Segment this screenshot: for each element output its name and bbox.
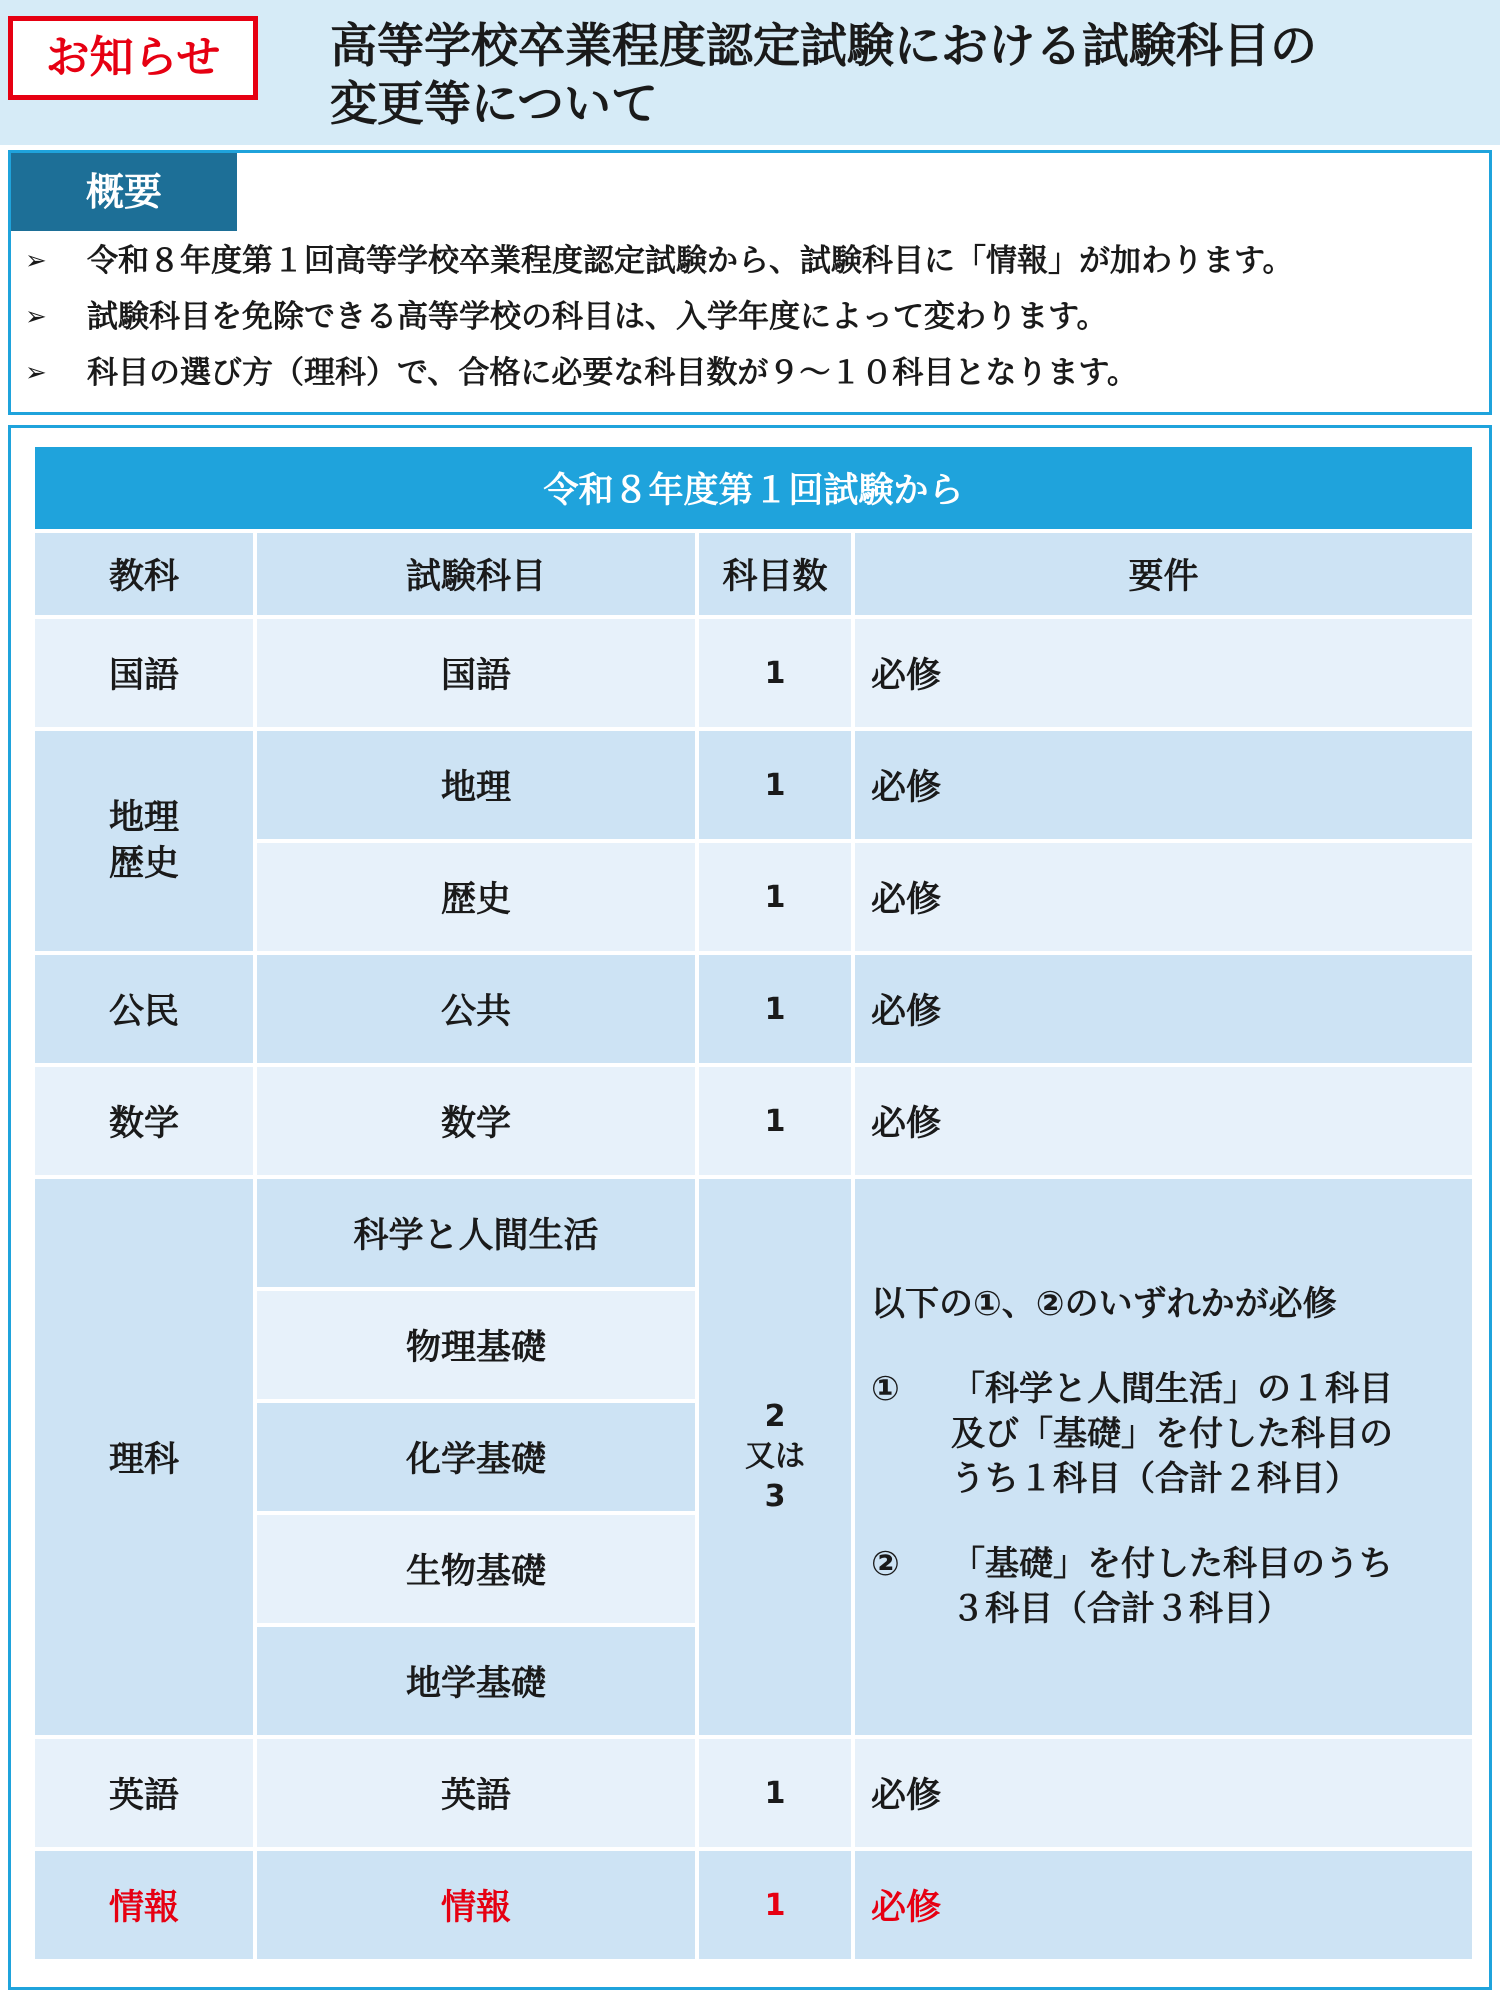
option-line: 「科学と人間生活」の１科目 (951, 1369, 1393, 1409)
option-line: 「基礎」を付した科目のうち (951, 1544, 1393, 1584)
arrow-bullet-icon: ➢ (25, 302, 47, 332)
science-option-text (951, 1367, 1393, 1502)
requirement-cell: 必修 (855, 1739, 1472, 1847)
subject-cell: 情報 (257, 1851, 695, 1959)
category-cell: 英語 (35, 1739, 253, 1847)
count-line: 又は (745, 1439, 805, 1474)
overview-item (25, 345, 1485, 401)
table-row (35, 1739, 1472, 1847)
overview-item (25, 289, 1485, 345)
table-caption: 令和８年度第１回試験から (35, 447, 1472, 529)
count-cell: 1 (699, 1067, 851, 1175)
overview-list (25, 233, 1485, 401)
category-cell (35, 731, 253, 951)
category-cell: 国語 (35, 619, 253, 727)
subject-cell: 数学 (257, 1067, 695, 1175)
option-line: うち１科目（合計２科目） (951, 1459, 1359, 1499)
count-line: 3 (764, 1479, 786, 1514)
requirement-cell: 必修 (855, 955, 1472, 1063)
count-cell (699, 1179, 851, 1735)
subject-cell: 生物基礎 (257, 1515, 695, 1623)
category-cell: 数学 (35, 1067, 253, 1175)
table-row-highlight (35, 1851, 1472, 1959)
count-line: 2 (764, 1399, 786, 1434)
subject-cell: 科学と人間生活 (257, 1179, 695, 1287)
requirement-cell: 必修 (855, 1851, 1472, 1959)
header-subject: 試験科目 (257, 533, 695, 615)
circled-number-2: ② (871, 1544, 900, 1584)
table-row (35, 1067, 1472, 1175)
table-row (35, 1179, 1472, 1287)
option-line: 及び「基礎」を付した科目の (951, 1414, 1393, 1454)
requirement-cell (855, 1179, 1472, 1735)
category-cell: 公民 (35, 955, 253, 1063)
requirement-cell: 必修 (855, 619, 1472, 727)
overview-item-text: 科目の選び方（理科）で、合格に必要な科目数が９～１０科目となります。 (87, 355, 1138, 391)
table-row (35, 955, 1472, 1063)
count-cell: 1 (699, 619, 851, 727)
overview-item-text: 試験科目を免除できる高等学校の科目は、入学年度によって変わります。 (87, 299, 1108, 335)
subjects-table (31, 443, 1476, 1963)
count-cell: 1 (699, 1739, 851, 1847)
header-requirement: 要件 (855, 533, 1472, 615)
arrow-bullet-icon: ➢ (25, 358, 47, 388)
subject-cell: 公共 (257, 955, 695, 1063)
subject-cell: 英語 (257, 1739, 695, 1847)
science-option-2 (871, 1542, 1452, 1632)
science-requirement-intro: 以下の①、②のいずれかが必修 (871, 1284, 1337, 1324)
requirement-cell: 必修 (855, 731, 1472, 839)
header-count: 科目数 (699, 533, 851, 615)
subject-cell: 国語 (257, 619, 695, 727)
option-line: ３科目（合計３科目） (951, 1589, 1291, 1629)
overview-item-text: 令和８年度第１回高等学校卒業程度認定試験から、試験科目に「情報」が加わります。 (87, 243, 1294, 279)
page-title (330, 18, 1450, 134)
subject-cell: 地理 (257, 731, 695, 839)
table-row (35, 731, 1472, 839)
subject-cell: 地学基礎 (257, 1627, 695, 1735)
category-cell: 理科 (35, 1179, 253, 1735)
category-line: 地理 (108, 798, 179, 838)
overview-item (25, 233, 1485, 289)
subjects-table-section (8, 425, 1492, 1990)
arrow-bullet-icon: ➢ (25, 246, 47, 276)
overview-section (8, 150, 1492, 415)
requirement-cell: 必修 (855, 843, 1472, 951)
count-cell: 1 (699, 955, 851, 1063)
category-line: 歴史 (108, 844, 179, 884)
page-title-line-2: 変更等について (330, 77, 659, 132)
notice-badge: お知らせ (8, 16, 258, 100)
subject-cell: 化学基礎 (257, 1403, 695, 1511)
count-cell: 1 (699, 1851, 851, 1959)
subject-cell: 物理基礎 (257, 1291, 695, 1399)
page-title-line-1: 高等学校卒業程度認定試験における試験科目の (330, 19, 1317, 74)
header-category: 教科 (35, 533, 253, 615)
page-header (0, 0, 1500, 145)
circled-number-1: ① (871, 1369, 900, 1409)
category-cell: 情報 (35, 1851, 253, 1959)
science-option-1 (871, 1367, 1452, 1502)
subject-cell: 歴史 (257, 843, 695, 951)
requirement-cell: 必修 (855, 1067, 1472, 1175)
table-header-row (35, 533, 1472, 615)
count-cell: 1 (699, 843, 851, 951)
science-option-text (951, 1542, 1393, 1632)
overview-tab: 概要 (11, 153, 237, 231)
table-row (35, 619, 1472, 727)
count-cell: 1 (699, 731, 851, 839)
